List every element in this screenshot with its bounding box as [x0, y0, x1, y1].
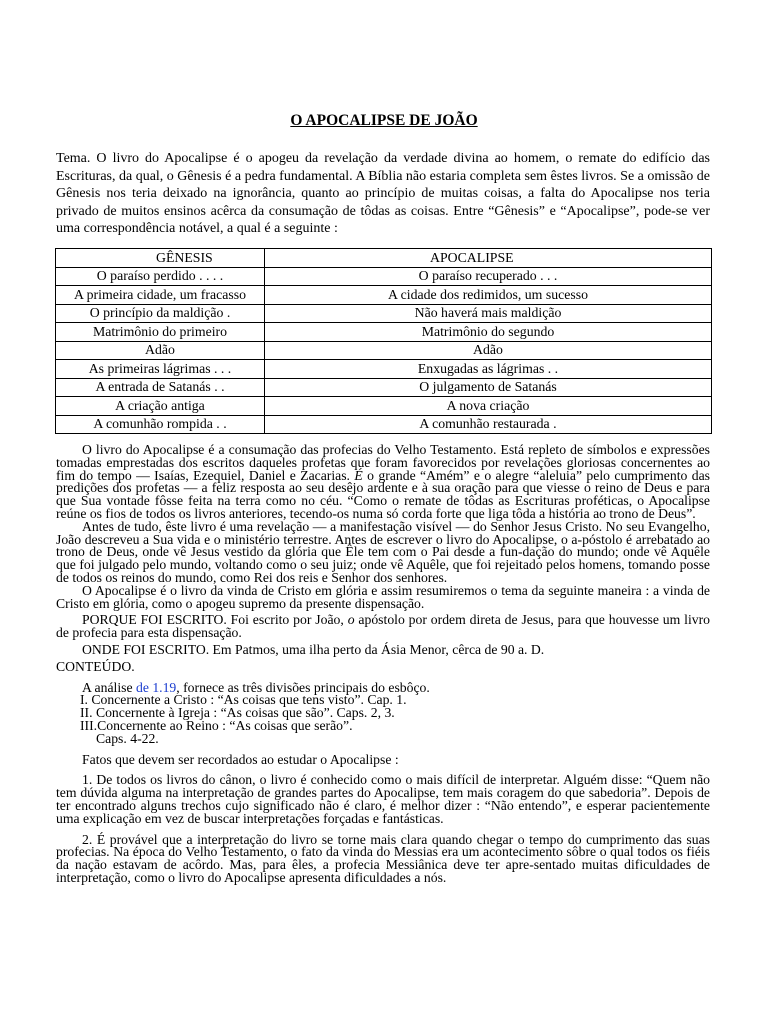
outline-caps: Caps. 4-22. [96, 730, 159, 746]
genesis-cell: Matrimônio do primeiro [56, 323, 265, 342]
facts-heading: Fatos que devem ser recordados ao estudar o Apocalipse : [82, 751, 399, 767]
table-header-row [56, 249, 712, 268]
verse-link[interactable]: de 1.19 [135, 679, 177, 695]
page-title: O APOCALIPSE DE JOÃO [290, 112, 478, 129]
table-row [56, 415, 712, 434]
apocalipse-cell: A comunhão restaurada . [265, 415, 712, 434]
table-row [56, 378, 712, 397]
table-row [56, 323, 712, 342]
outline-item: II. Concernente à Igreja : “As coisas que são”. Caps. 2, 3. [80, 705, 395, 721]
genesis-cell: As primeiras lágrimas . . . [56, 360, 265, 379]
header-genesis: GÊNESIS [56, 249, 265, 268]
genesis-cell: Adão [56, 341, 265, 360]
apocalipse-cell: Adão [265, 341, 712, 360]
table-row [56, 286, 712, 305]
outline-item: III.Concernente ao Reino : “As coisas que serão”. [80, 717, 353, 733]
genesis-cell: O paraíso perdido . . . . [56, 267, 265, 286]
fact-item: 2. É provável que a interpretação do livro se torne mais clara quando chegar o tempo do cumprimento das suas profecias. Na época do Velho Testamento, o fato da vinda do Messias era um acontecimento sôbre o qual todos os fiéis da nação estavam de acôrdo. Mas, para êles, a profecia Messiânica deve ter apre-sentado muitas dificuldades de interpretação, como o livro do Apocalipse apresenta dificuldades a nós. [56, 831, 710, 885]
paragraph-onde-foi-escrito: ONDE FOI ESCRITO. Em Patmos, uma ilha perto da Ásia Menor, cêrca de 90 a. D. [82, 641, 545, 657]
apocalipse-cell: Enxugadas as lágrimas . . [265, 360, 712, 379]
apocalipse-cell: Matrimônio do segundo [265, 323, 712, 342]
paragraph-analise: A análise de 1.19, fornece as três divisões principais do esbôço. [82, 679, 430, 695]
header-apocalipse: APOCALIPSE [265, 249, 712, 268]
table-row [56, 397, 712, 416]
intro-paragraph: Tema. O livro do Apocalipse é o apogeu da revelação da verdade divina ao homem, o remate do edifício das Escrituras, da qual, o Gênesis é a pedra fundamental. A Bíblia não estaria completa sem êstes livros. Se a omissão de Gênesis nos teria deixado na ignorância, quanto ao princípio de muitas coisas, a falta do Apocalipse nos teria privado de muitos ensinos acêrca da consumação de tôdas as coisas. Entre “Gênesis” e “Apocalipse”, pode-se ver uma correspondência notável, a qual é a seguinte : [56, 151, 710, 236]
paragraph-revelacao: Antes de tudo, êste livro é uma revelação — a manifestação visível — do Senhor Jesus Cristo. No seu Evangelho, João descreveu a Sua vida e o ministério terrestre. Antes de escrever o livro do Apocalipse, o a-póstolo é arrebatado ao trono de Deus, onde vê Jesus vestido da glória que Êle tem com o Pai desde a fun-dação do mundo; onde vê Aquêle que foi julgado pelo mundo, voltando como o seu juiz; onde vê Aquêle, que foi rejeitado pelos homens, tomando posse de todos os reinos do mundo, como Rei dos reis e Senhor dos senhores. [56, 518, 710, 585]
genesis-cell: A criação antiga [56, 397, 265, 416]
apocalipse-cell: A nova criação [265, 397, 712, 416]
table-row [56, 267, 712, 286]
comparison-table [55, 248, 712, 434]
apocalipse-cell: Não haverá mais maldição [265, 304, 712, 323]
table-row [56, 360, 712, 379]
apocalipse-cell: O julgamento de Satanás [265, 378, 712, 397]
paragraph-consumacao: O livro do Apocalipse é a consumação das profecias do Velho Testamento. Está repleto de símbolos e expressões tomadas emprestadas dos escritos daqueles profetas que foram favorecidos por revelações gloriosas concernentes ao fim do tempo — Isaías, Ezequiel, Daniel e Zacarias. É o grande “Amém” e o alegre “aleluia” pelo cumprimento das predições dos profetas — a feliz resposta ao seu desêjo ardente e à sua oração para que viesse o reino de Deus e para que Sua vontade fôsse feita na terra como no céu. “Como o remate de tôdas as Escrituras proféticas, o Apocalipse reúne os fios de todos os livros anteriores, tecendo-os numa só corda forte que liga tôda a história ao trono de Deus”. [56, 442, 710, 521]
apocalipse-cell: A cidade dos redimidos, um sucesso [265, 286, 712, 305]
genesis-cell: A entrada de Satanás . . [56, 378, 265, 397]
genesis-cell: O princípio da maldição . [56, 304, 265, 323]
paragraph-vinda: O Apocalipse é o livro da vinda de Cristo em glória e assim resumiremos o tema da seguinte maneira : a vinda de Cristo em glória, como o apogeu supremo da presente dispensação. [56, 582, 710, 611]
genesis-cell: A primeira cidade, um fracasso [56, 286, 265, 305]
paragraph-porque-foi-escrito: PORQUE FOI ESCRITO. Foi escrito por João, o apóstolo por ordem direta de Jesus, para que houvesse um livro de profecia para esta dispensação. [56, 612, 711, 641]
section-heading-conteudo: CONTEÚDO. [56, 658, 135, 674]
genesis-cell: A comunhão rompida . . [56, 415, 265, 434]
body-text [56, 444, 710, 885]
table-row [56, 341, 712, 360]
table-row [56, 304, 712, 323]
fact-item: 1. De todos os livros do cânon, o livro é conhecido como o mais difícil de interpretar. Alguém disse: “Quem não tem dúvida alguma na interpretação de grandes partes do Apocalipse, tem mais coragem do que sabedoria”. Depois de ter encontrado alguns trechos cujo significado não é claro, é melhor dizer : “Não entendo”, e esperar pacientemente uma explicação em vez de buscar interpretações forçadas e fantásticas. [56, 772, 710, 826]
outline-item: I. Concernente a Cristo : “As coisas que tens visto”. Cap. 1. [80, 692, 407, 708]
apocalipse-cell: O paraíso recuperado . . . [265, 267, 712, 286]
